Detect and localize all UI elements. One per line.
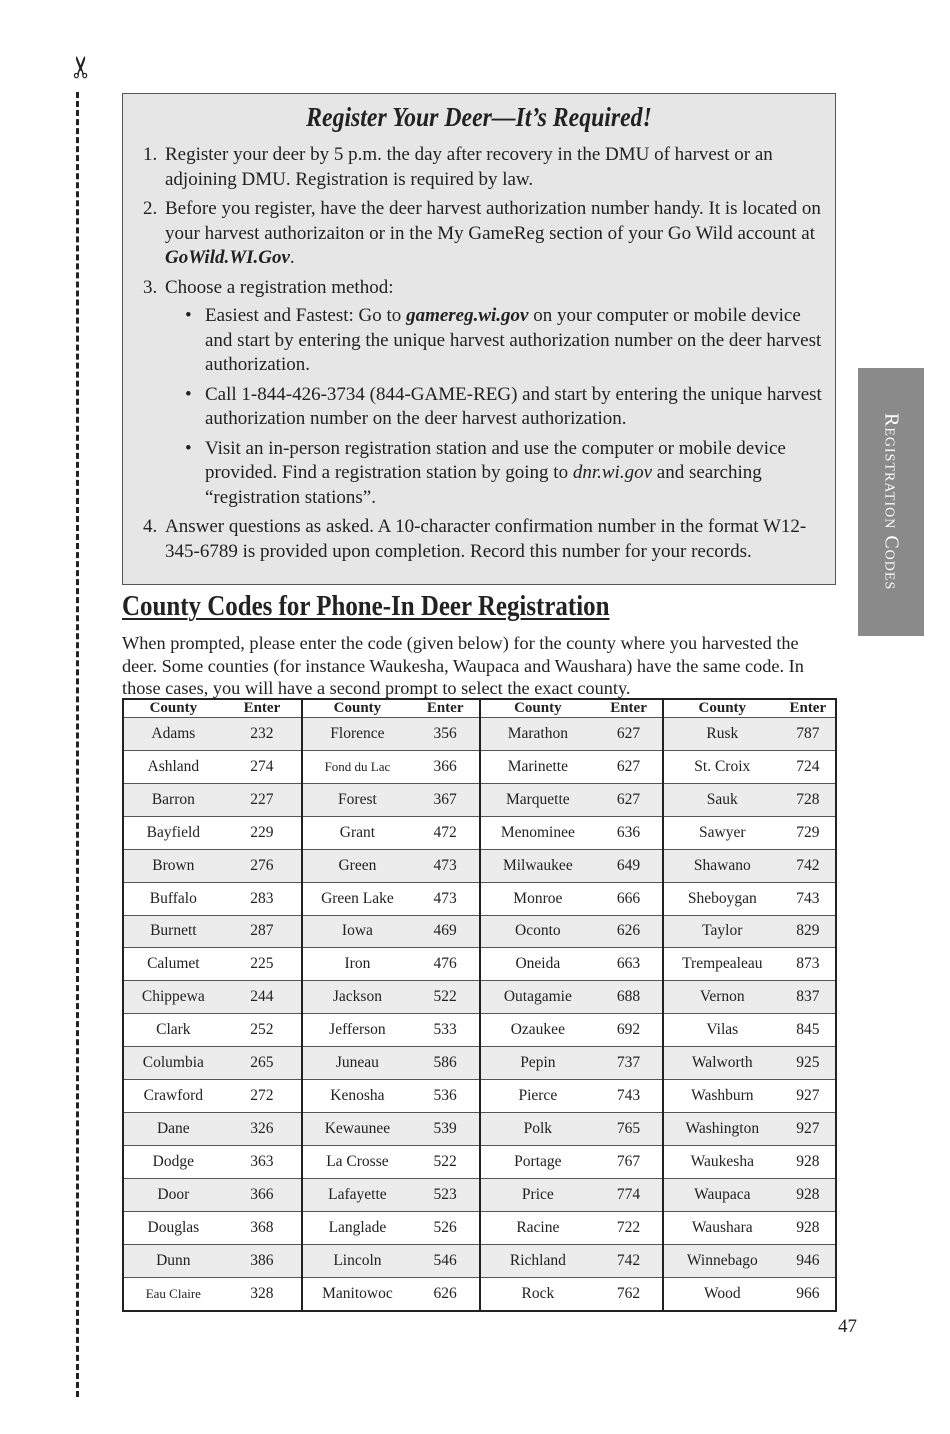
code-cell: 539 <box>412 1113 480 1146</box>
code-cell: 966 <box>781 1277 836 1311</box>
county-cell: Outagamie <box>480 981 596 1014</box>
code-cell: 526 <box>412 1211 480 1244</box>
county-cell: Burnett <box>123 915 223 948</box>
county-cell: Oneida <box>480 948 596 981</box>
county-cell: Washington <box>663 1113 781 1146</box>
table-row <box>123 1014 836 1047</box>
county-cell: Florence <box>302 718 412 751</box>
table-row <box>123 1080 836 1113</box>
county-cell: Winnebago <box>663 1244 781 1277</box>
code-cell: 927 <box>781 1113 836 1146</box>
code-cell: 928 <box>781 1211 836 1244</box>
county-cell: Waukesha <box>663 1145 781 1178</box>
dnr-link[interactable]: dnr.wi.gov <box>572 462 653 483</box>
gowild-link[interactable]: GoWild.WI.Gov <box>165 247 290 268</box>
method-phone <box>185 383 823 432</box>
bullet: • <box>185 305 192 326</box>
step-text: Register your deer by 5 p.m. the day after recovery in the DMU of harvest or an adjoining DMU. Registration is required by law. <box>165 144 773 190</box>
county-cell: Langlade <box>302 1211 412 1244</box>
county-cell: Dane <box>123 1113 223 1146</box>
table-row <box>123 783 836 816</box>
code-cell: 287 <box>223 915 302 948</box>
county-cell: Menominee <box>480 816 596 849</box>
code-cell: 472 <box>412 816 480 849</box>
code-cell: 252 <box>223 1014 302 1047</box>
code-cell: 272 <box>223 1080 302 1113</box>
table-row <box>123 718 836 751</box>
code-cell: 636 <box>595 816 663 849</box>
county-cell: Green <box>302 849 412 882</box>
county-cell: Jefferson <box>302 1014 412 1047</box>
section-heading: County Codes for Phone-In Deer Registration <box>122 590 610 622</box>
bullet: • <box>185 383 192 405</box>
code-cell: 473 <box>412 882 480 915</box>
code-cell: 283 <box>223 882 302 915</box>
county-cell: Crawford <box>123 1080 223 1113</box>
code-cell: 225 <box>223 948 302 981</box>
step-number: 2. <box>143 198 158 219</box>
county-cell: Dunn <box>123 1244 223 1277</box>
code-cell: 469 <box>412 915 480 948</box>
method-text: Easiest and Fastest: Go to <box>205 305 407 326</box>
code-cell: 626 <box>412 1277 480 1311</box>
code-cell: 265 <box>223 1047 302 1080</box>
county-cell: Brown <box>123 849 223 882</box>
step-number: 3. <box>143 276 158 298</box>
county-cell: Grant <box>302 816 412 849</box>
county-cell: Shawano <box>663 849 781 882</box>
step-text: Answer questions as asked. A 10-character confirmation number in the format W12-345-6789 is provided upon completion. Record this number for your records. <box>165 516 807 562</box>
col-header: Enter <box>595 699 663 718</box>
table-row <box>123 1277 836 1311</box>
county-cell: Forest <box>302 783 412 816</box>
code-cell: 627 <box>595 783 663 816</box>
step-1 <box>143 143 823 192</box>
code-cell: 649 <box>595 849 663 882</box>
table-row <box>123 1047 836 1080</box>
county-cell: Waupaca <box>663 1178 781 1211</box>
county-cell: Iowa <box>302 915 412 948</box>
county-cell: Monroe <box>480 882 596 915</box>
code-cell: 663 <box>595 948 663 981</box>
county-cell: Green Lake <box>302 882 412 915</box>
county-cell: Iron <box>302 948 412 981</box>
county-cell: Fond du Lac <box>302 750 412 783</box>
county-cell: Marquette <box>480 783 596 816</box>
col-header: County <box>480 699 596 718</box>
step-text: Choose a registration method: <box>165 276 394 298</box>
county-cell: Barron <box>123 783 223 816</box>
code-cell: 928 <box>781 1145 836 1178</box>
code-cell: 787 <box>781 718 836 751</box>
table-row <box>123 1244 836 1277</box>
col-header: County <box>663 699 781 718</box>
code-cell: 368 <box>223 1211 302 1244</box>
county-cell: Waushara <box>663 1211 781 1244</box>
code-cell: 326 <box>223 1113 302 1146</box>
step-4 <box>143 515 823 564</box>
method-text: Visit an in-person registration station and use the computer or mobile device provided. Find a registration station by going to <box>205 437 786 483</box>
code-cell: 627 <box>595 750 663 783</box>
code-cell: 473 <box>412 849 480 882</box>
code-cell: 476 <box>412 948 480 981</box>
table-row <box>123 750 836 783</box>
method-online <box>185 304 823 378</box>
code-cell: 586 <box>412 1047 480 1080</box>
code-cell: 742 <box>595 1244 663 1277</box>
scissors-icon: ✂ <box>64 54 100 80</box>
county-cell: Calumet <box>123 948 223 981</box>
code-cell: 522 <box>412 981 480 1014</box>
step-number: 4. <box>143 516 158 537</box>
method-text: Call 1-844-426-3734 (844-GAME-REG) and start by entering the unique harvest authorization number on the deer harvest authorization. <box>205 383 822 429</box>
code-cell: 367 <box>412 783 480 816</box>
table-row <box>123 915 836 948</box>
method-text-end: and searching “registration stations”. <box>205 462 762 508</box>
col-header: Enter <box>781 699 836 718</box>
code-cell: 626 <box>595 915 663 948</box>
county-cell: Trempealeau <box>663 948 781 981</box>
county-cell: Pepin <box>480 1047 596 1080</box>
table-row <box>123 882 836 915</box>
code-cell: 845 <box>781 1014 836 1047</box>
county-cell: Taylor <box>663 915 781 948</box>
county-cell: Kenosha <box>302 1080 412 1113</box>
county-cell: St. Croix <box>663 750 781 783</box>
code-cell: 227 <box>223 783 302 816</box>
code-cell: 274 <box>223 750 302 783</box>
county-cell: La Crosse <box>302 1145 412 1178</box>
code-cell: 743 <box>781 882 836 915</box>
code-cell: 328 <box>223 1277 302 1311</box>
box-title: Register Your Deer—It’s Required! <box>306 102 652 132</box>
intro-paragraph: When prompted, please enter the code (given below) for the county where you harvested the deer. Some counties (for instance Waukesha, Waupaca and Waushara) have the same code. In those cases, you will have a second prompt to select the exact county. <box>122 633 804 698</box>
county-cell: Marinette <box>480 750 596 783</box>
county-codes-table <box>122 698 837 1312</box>
code-cell: 722 <box>595 1211 663 1244</box>
code-cell: 232 <box>223 718 302 751</box>
code-cell: 925 <box>781 1047 836 1080</box>
code-cell: 366 <box>412 750 480 783</box>
table-row <box>123 816 836 849</box>
code-cell: 366 <box>223 1178 302 1211</box>
county-cell: Vernon <box>663 981 781 1014</box>
county-cell: Clark <box>123 1014 223 1047</box>
code-cell: 928 <box>781 1178 836 1211</box>
code-cell: 627 <box>595 718 663 751</box>
table-row <box>123 948 836 981</box>
county-cell: Door <box>123 1178 223 1211</box>
bullet: • <box>185 437 192 459</box>
code-cell: 229 <box>223 816 302 849</box>
county-cell: Kewaunee <box>302 1113 412 1146</box>
county-cell: Bayfield <box>123 816 223 849</box>
county-cell: Polk <box>480 1113 596 1146</box>
step-2 <box>143 197 823 271</box>
county-cell: Washburn <box>663 1080 781 1113</box>
county-cell: Portage <box>480 1145 596 1178</box>
county-cell: Ozaukee <box>480 1014 596 1047</box>
county-cell: Juneau <box>302 1047 412 1080</box>
county-cell: Eau Claire <box>123 1277 223 1311</box>
county-cell: Buffalo <box>123 882 223 915</box>
code-cell: 765 <box>595 1113 663 1146</box>
code-cell: 724 <box>781 750 836 783</box>
county-cell: Rock <box>480 1277 596 1311</box>
table-row <box>123 1211 836 1244</box>
code-cell: 767 <box>595 1145 663 1178</box>
method-text-end: on your computer or mobile device and start by entering the unique harvest authorization number on the deer harvest authorization. <box>205 305 822 375</box>
col-header: Enter <box>223 699 302 718</box>
county-cell: Manitowoc <box>302 1277 412 1311</box>
county-cell: Price <box>480 1178 596 1211</box>
code-cell: 829 <box>781 915 836 948</box>
method-in-person <box>185 437 823 511</box>
county-cell: Chippewa <box>123 981 223 1014</box>
county-cell: Adams <box>123 718 223 751</box>
county-cell: Dodge <box>123 1145 223 1178</box>
side-section-tab <box>858 368 924 636</box>
county-cell: Douglas <box>123 1211 223 1244</box>
code-cell: 837 <box>781 981 836 1014</box>
code-cell: 774 <box>595 1178 663 1211</box>
county-cell: Sauk <box>663 783 781 816</box>
code-cell: 546 <box>412 1244 480 1277</box>
county-cell: Walworth <box>663 1047 781 1080</box>
county-cell: Vilas <box>663 1014 781 1047</box>
cut-line <box>76 92 79 1397</box>
code-cell: 729 <box>781 816 836 849</box>
step-3 <box>143 276 823 511</box>
county-cell: Jackson <box>302 981 412 1014</box>
table-row <box>123 849 836 882</box>
code-cell: 536 <box>412 1080 480 1113</box>
code-cell: 522 <box>412 1145 480 1178</box>
code-cell: 666 <box>595 882 663 915</box>
code-cell: 742 <box>781 849 836 882</box>
code-cell: 728 <box>781 783 836 816</box>
col-header: County <box>302 699 412 718</box>
code-cell: 356 <box>412 718 480 751</box>
county-cell: Columbia <box>123 1047 223 1080</box>
code-cell: 688 <box>595 981 663 1014</box>
code-cell: 386 <box>223 1244 302 1277</box>
code-cell: 244 <box>223 981 302 1014</box>
code-cell: 927 <box>781 1080 836 1113</box>
code-cell: 762 <box>595 1277 663 1311</box>
code-cell: 873 <box>781 948 836 981</box>
county-cell: Racine <box>480 1211 596 1244</box>
county-cell: Lafayette <box>302 1178 412 1211</box>
page-number: 47 <box>838 1316 857 1337</box>
code-cell: 533 <box>412 1014 480 1047</box>
table-row <box>123 981 836 1014</box>
county-cell: Lincoln <box>302 1244 412 1277</box>
table-row <box>123 1145 836 1178</box>
code-cell: 523 <box>412 1178 480 1211</box>
col-header: County <box>123 699 223 718</box>
code-cell: 692 <box>595 1014 663 1047</box>
code-cell: 946 <box>781 1244 836 1277</box>
table-header-row <box>123 699 836 718</box>
register-deer-box <box>122 93 836 585</box>
side-tab-label: Registration Codes <box>880 413 903 591</box>
col-header: Enter <box>412 699 480 718</box>
code-cell: 363 <box>223 1145 302 1178</box>
county-cell: Sawyer <box>663 816 781 849</box>
county-cell: Sheboygan <box>663 882 781 915</box>
county-cell: Ashland <box>123 750 223 783</box>
county-cell: Rusk <box>663 718 781 751</box>
table-body <box>123 718 836 1312</box>
county-cell: Marathon <box>480 718 596 751</box>
code-cell: 276 <box>223 849 302 882</box>
step-text-end: . <box>289 247 295 268</box>
registration-methods <box>165 304 823 510</box>
table-row <box>123 1178 836 1211</box>
registration-steps <box>123 143 835 564</box>
county-cell: Oconto <box>480 915 596 948</box>
code-cell: 743 <box>595 1080 663 1113</box>
gamereg-link[interactable]: gamereg.wi.gov <box>406 305 529 326</box>
county-cell: Wood <box>663 1277 781 1311</box>
table-row <box>123 1113 836 1146</box>
county-cell: Milwaukee <box>480 849 596 882</box>
county-cell: Pierce <box>480 1080 596 1113</box>
step-number: 1. <box>143 144 158 165</box>
county-cell: Richland <box>480 1244 596 1277</box>
step-text: Before you register, have the deer harvest authorization number handy. It is located on your harvest authorizaiton or in the My GameReg section of your Go Wild account at <box>165 198 821 244</box>
code-cell: 737 <box>595 1047 663 1080</box>
